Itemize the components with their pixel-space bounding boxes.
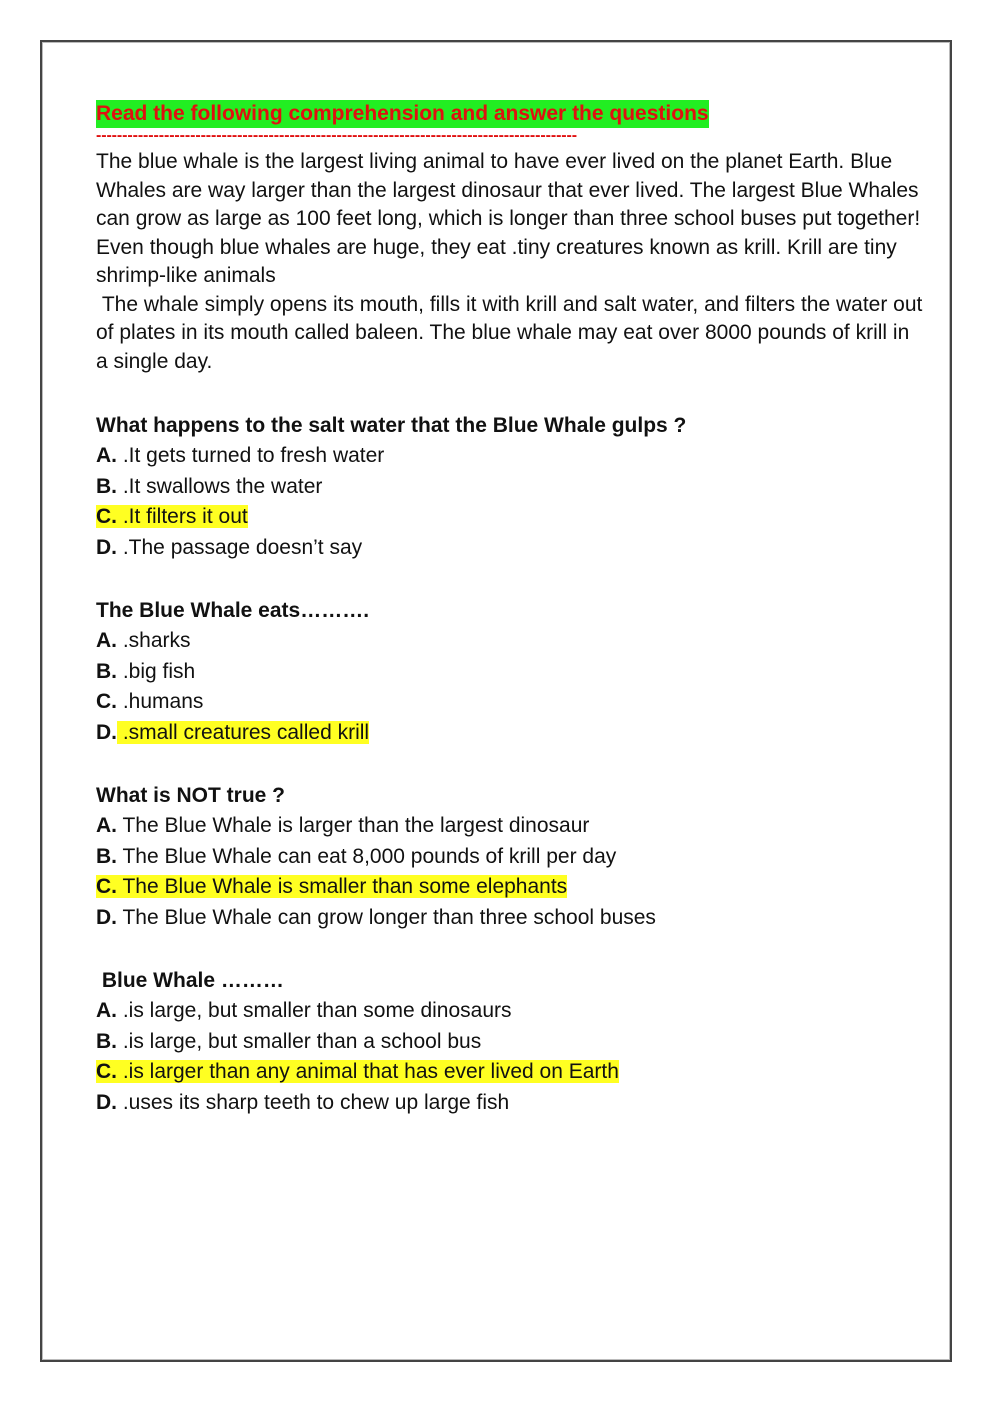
option-letter: A. bbox=[96, 814, 117, 837]
option-letter: C. bbox=[96, 1060, 117, 1083]
option-letter: D. bbox=[96, 535, 117, 559]
option-b[interactable] bbox=[96, 1027, 926, 1058]
instructions-header bbox=[96, 100, 926, 128]
option-d[interactable] bbox=[96, 1088, 926, 1119]
option-b[interactable] bbox=[96, 657, 926, 688]
option-c-correct[interactable] bbox=[96, 1057, 926, 1088]
option-b[interactable] bbox=[96, 472, 926, 503]
option-a[interactable] bbox=[96, 996, 926, 1027]
instructions-title: Read the following comprehension and answer the questions bbox=[96, 100, 709, 128]
question-3 bbox=[96, 780, 926, 933]
option-letter: B. bbox=[96, 474, 117, 498]
option-text: .It swallows the water bbox=[117, 474, 323, 498]
option-letter: D. bbox=[96, 905, 117, 929]
option-b[interactable] bbox=[96, 842, 926, 873]
worksheet bbox=[96, 100, 929, 1118]
question-text: What is NOT true ? bbox=[96, 784, 285, 807]
option-text: .is large, but smaller than some dinosaurs bbox=[117, 999, 512, 1022]
option-letter: B. bbox=[96, 659, 117, 683]
option-letter: A. bbox=[96, 999, 117, 1022]
option-text: .uses its sharp teeth to chew up large fish bbox=[117, 1090, 510, 1114]
reading-passage bbox=[96, 148, 929, 376]
option-text: .sharks bbox=[117, 629, 191, 652]
option-text: .It gets turned to fresh water bbox=[117, 444, 385, 467]
question-4 bbox=[96, 965, 926, 1118]
passage-paragraph-2: The whale simply opens its mouth, fills it with krill and salt water, and filters the water out of plates in its mouth called baleen. The blue whale may eat over 8000 pounds of krill in a single day. bbox=[96, 292, 929, 373]
option-text: .big fish bbox=[117, 659, 196, 683]
option-letter: C. bbox=[96, 690, 117, 713]
option-text: .The passage doesn’t say bbox=[117, 535, 363, 559]
question-text: Blue Whale ……… bbox=[96, 969, 284, 992]
option-c[interactable] bbox=[96, 687, 926, 718]
option-text: .is large, but smaller than a school bus bbox=[117, 1029, 482, 1053]
option-c-correct[interactable] bbox=[96, 502, 926, 533]
option-letter: D. bbox=[96, 720, 117, 744]
option-d-correct[interactable] bbox=[96, 718, 926, 749]
question-2 bbox=[96, 595, 926, 748]
option-letter: A. bbox=[96, 629, 117, 652]
option-letter: B. bbox=[96, 1029, 117, 1053]
option-a[interactable] bbox=[96, 626, 926, 657]
passage-paragraph-1: The blue whale is the largest living animal to have ever lived on the planet Earth. Blue Whales are way larger than the largest dinosaur that ever lived. The largest Blue Whales can grow as large as 100 feet long, which is longer than three school buses put together! Even though blue whales are huge, they eat .tiny creatures known as krill. Krill are tiny shrimp-like animals bbox=[96, 150, 921, 287]
option-a[interactable] bbox=[96, 441, 926, 472]
option-letter: C. bbox=[96, 505, 117, 528]
option-letter: B. bbox=[96, 844, 117, 868]
option-text: The Blue Whale is larger than the largest dinosaur bbox=[117, 814, 590, 837]
question-text: The Blue Whale eats………. bbox=[96, 599, 370, 622]
option-letter: C. bbox=[96, 875, 117, 898]
divider-line: -------------------------------------------------------------------------------------------- bbox=[96, 128, 577, 144]
option-text: .It filters it out bbox=[117, 505, 248, 528]
option-d[interactable] bbox=[96, 533, 926, 564]
option-a[interactable] bbox=[96, 811, 926, 842]
option-c-correct[interactable] bbox=[96, 872, 926, 903]
option-text: .humans bbox=[117, 690, 204, 713]
question-text: What happens to the salt water that the Blue Whale gulps ? bbox=[96, 414, 687, 437]
option-text: The Blue Whale is smaller than some elephants bbox=[117, 875, 568, 898]
option-text: The Blue Whale can eat 8,000 pounds of krill per day bbox=[117, 844, 617, 868]
option-text: .is larger than any animal that has ever lived on Earth bbox=[117, 1060, 619, 1083]
option-letter: D. bbox=[96, 1090, 117, 1114]
option-letter: A. bbox=[96, 444, 117, 467]
option-text: .small creatures called krill bbox=[117, 720, 370, 744]
option-d[interactable] bbox=[96, 903, 926, 934]
option-text: The Blue Whale can grow longer than three school buses bbox=[117, 905, 656, 929]
question-1 bbox=[96, 410, 926, 563]
